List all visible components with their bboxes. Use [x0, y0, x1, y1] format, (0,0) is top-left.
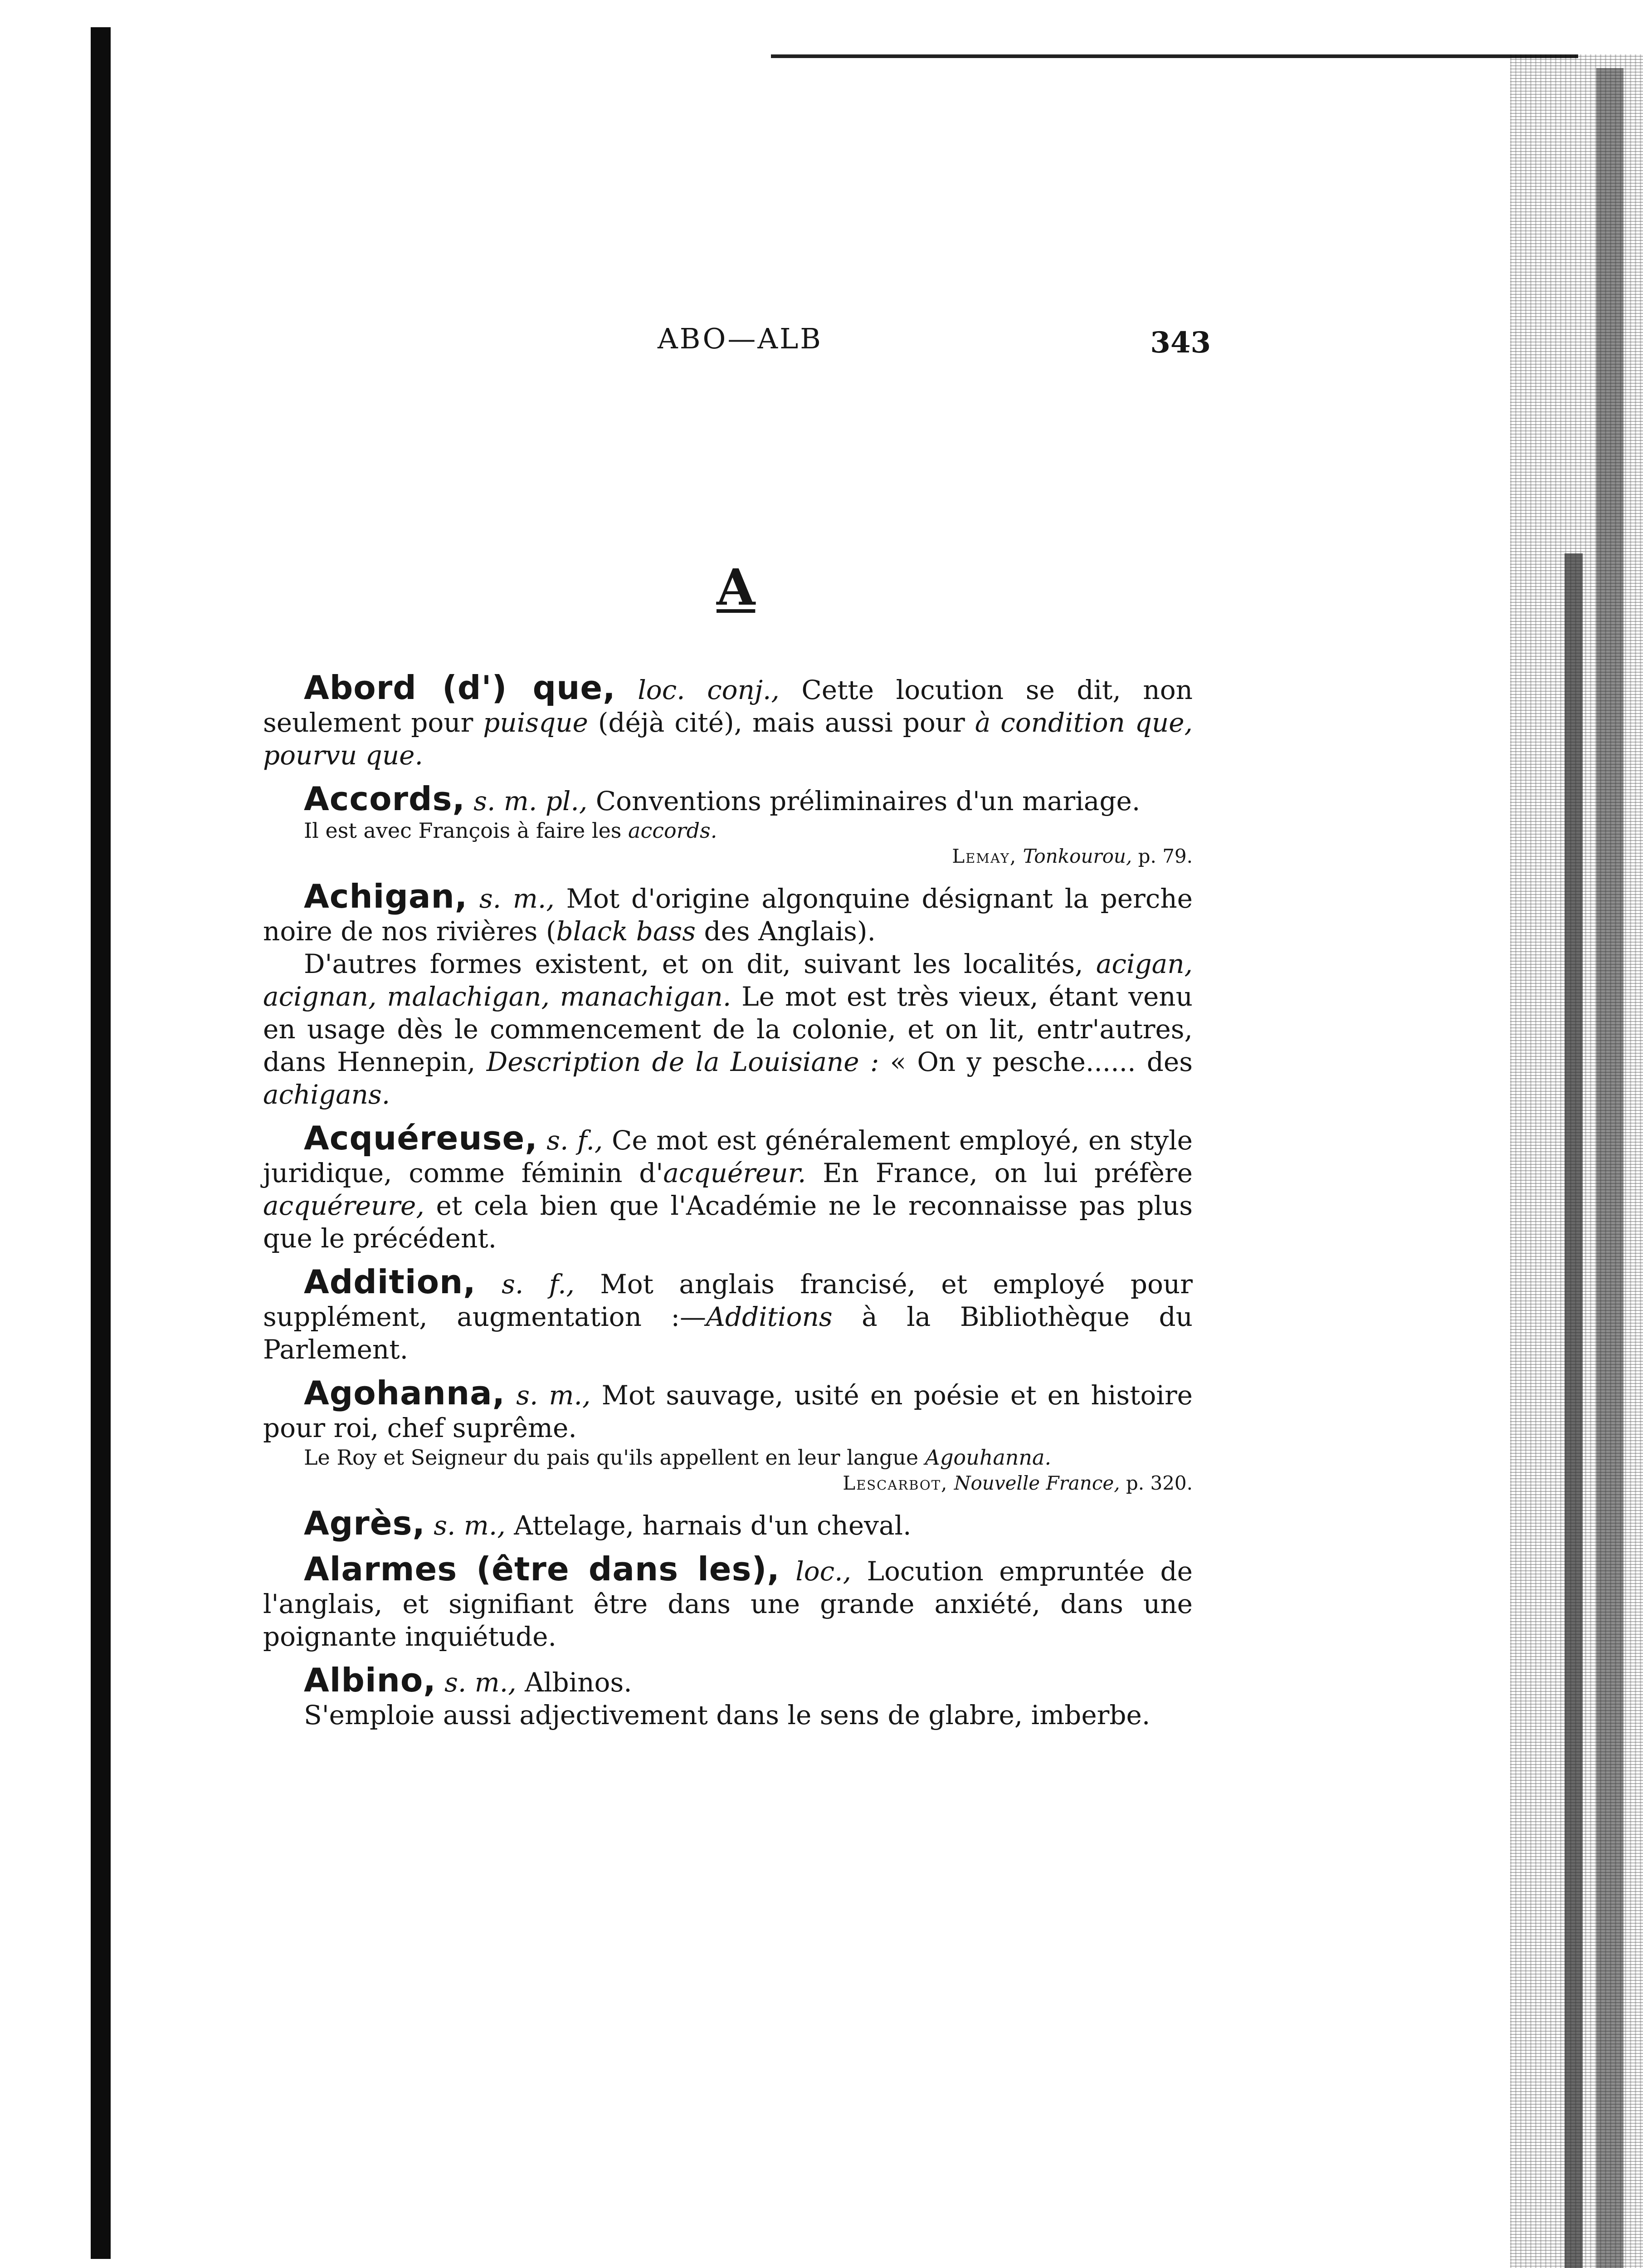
entry-grammar: s. m.,	[516, 1380, 591, 1411]
entry-headword: Acquéreuse,	[304, 1119, 538, 1157]
dictionary-entry	[263, 671, 1193, 772]
entry-definition	[263, 877, 1193, 948]
entry-grammar: s. f.,	[502, 1269, 575, 1300]
page-number: 343	[1150, 326, 1211, 360]
entry-continuation	[263, 948, 1193, 1111]
dictionary-entry	[263, 1550, 1193, 1653]
entry-definition	[263, 1263, 1193, 1366]
entry-definition	[263, 671, 1193, 772]
section-letter: A	[717, 558, 756, 616]
text-run: Conventions préliminaires d'un mariage.	[587, 786, 1141, 816]
running-head: ABO—ALB	[658, 322, 823, 355]
text-run: Le mot est très vieux, étant venu en usage dès le commencement de la colonie, et on lit, entr'autres, dans Hennepin,	[263, 981, 1193, 1077]
binding-edge	[91, 27, 111, 2259]
italic-text: puisque	[483, 707, 588, 738]
dictionary-entry	[263, 1374, 1193, 1496]
dictionary-entry	[263, 782, 1193, 869]
dictionary-entry	[263, 1263, 1193, 1366]
entry-headword: Agrès,	[304, 1504, 425, 1542]
scan-edge-bar	[1596, 68, 1623, 2268]
entry-definition	[263, 1661, 1193, 1699]
italic-text: Additions	[706, 1301, 833, 1332]
entry-definition	[263, 1119, 1193, 1255]
text-run: Ce mot est généralement employé, en style juridique, comme féminin d'	[263, 1125, 1193, 1188]
entry-headword: Addition,	[304, 1263, 476, 1301]
dictionary-entry	[263, 1661, 1193, 1731]
text-run: En France, on lui préfère	[806, 1158, 1193, 1188]
text-run: Attelage, harnais d'un cheval.	[505, 1510, 912, 1541]
citation-page: p. 79.	[1132, 845, 1193, 867]
italic-text: black bass	[556, 916, 696, 947]
dictionary-entry	[263, 877, 1193, 1111]
text-run: D'autres formes existent, et on dit, suivant les localités,	[304, 948, 1096, 979]
citation-author: Lemay,	[952, 845, 1017, 867]
entry-definition	[263, 782, 1193, 817]
entry-headword: Alarmes (être dans les),	[304, 1550, 780, 1588]
entry-definition	[263, 1550, 1193, 1653]
text-run: S'emploie aussi adjectivement dans le sens de glabre, imberbe.	[304, 1700, 1151, 1730]
citation-author: Lescarbot,	[843, 1472, 948, 1494]
text-run: à la Bibliothèque du Parlement.	[263, 1301, 1193, 1365]
citation-work: Tonkourou,	[1023, 845, 1132, 867]
entry-grammar: s. m.,	[479, 883, 555, 914]
scan-edge-bar	[1565, 553, 1583, 2268]
entry-headword: Achigan,	[304, 877, 468, 915]
entry-headword: Agohanna,	[304, 1374, 506, 1412]
dictionary-entries	[263, 671, 1193, 1742]
top-rule	[771, 54, 1578, 58]
italic-text: à condition que, pourvu que.	[263, 707, 1193, 771]
dictionary-entry	[263, 1504, 1193, 1542]
entry-quotation	[263, 817, 1193, 844]
citation-work: Nouvelle France,	[954, 1472, 1120, 1494]
text-run: Il est avec François à faire les	[304, 818, 629, 843]
entry-citation	[263, 1471, 1193, 1496]
text-run: des Anglais).	[696, 916, 876, 947]
entry-grammar: loc. conj.,	[638, 675, 780, 705]
italic-text: acquéreur.	[663, 1158, 806, 1188]
italic-text: Description de la Louisiane :	[486, 1046, 879, 1077]
text-run: Albinos.	[516, 1667, 632, 1698]
entry-headword: Albino,	[304, 1661, 436, 1699]
text-run: Locution empruntée de l'anglais, et signifiant être dans une grande anxiété, dans une poignante inquiétude.	[263, 1556, 1193, 1652]
italic-text: achigans.	[263, 1079, 390, 1110]
entry-grammar: loc.,	[795, 1556, 852, 1587]
entry-definition	[263, 1374, 1193, 1444]
italic-text: acquéreure,	[263, 1190, 424, 1221]
italic-text: accords.	[628, 818, 717, 843]
entry-grammar: s. m.,	[434, 1510, 506, 1541]
entry-headword: Abord (d') que,	[304, 669, 616, 707]
entry-quotation	[263, 1444, 1193, 1471]
entry-continuation	[263, 1699, 1193, 1731]
text-run: Mot anglais francisé, et employé pour supplément, augmentation :—	[263, 1269, 1193, 1332]
text-run: (déjà cité), mais aussi pour	[588, 707, 975, 738]
entry-citation	[263, 844, 1193, 869]
entry-definition	[263, 1504, 1193, 1542]
italic-text: acigan, acignan, malachigan, manachigan.	[263, 948, 1193, 1012]
text-run: Le Roy et Seigneur du pais qu'ils appellent en leur langue	[304, 1445, 925, 1470]
italic-text: Agouhanna.	[925, 1445, 1052, 1470]
text-run: et cela bien que l'Académie ne le reconnaisse pas plus que le précédent.	[263, 1190, 1193, 1254]
entry-headword: Accords,	[304, 780, 465, 818]
text-run: « On y pesche...... des	[879, 1046, 1193, 1077]
citation-page: p. 320.	[1120, 1472, 1193, 1494]
text-run: Cette locution se dit, non seulement pour	[263, 675, 1193, 738]
text-run: Mot d'origine algonquine désignant la perche noire de nos rivières (	[263, 883, 1193, 947]
text-run: Mot sauvage, usité en poésie et en histoire pour roi, chef suprême.	[263, 1380, 1193, 1443]
entry-grammar: s. m.,	[444, 1667, 517, 1698]
entry-grammar: s. f.,	[546, 1125, 603, 1156]
dictionary-entry	[263, 1119, 1193, 1255]
page-header	[658, 322, 1220, 363]
entry-grammar: s. m. pl.,	[473, 786, 588, 816]
